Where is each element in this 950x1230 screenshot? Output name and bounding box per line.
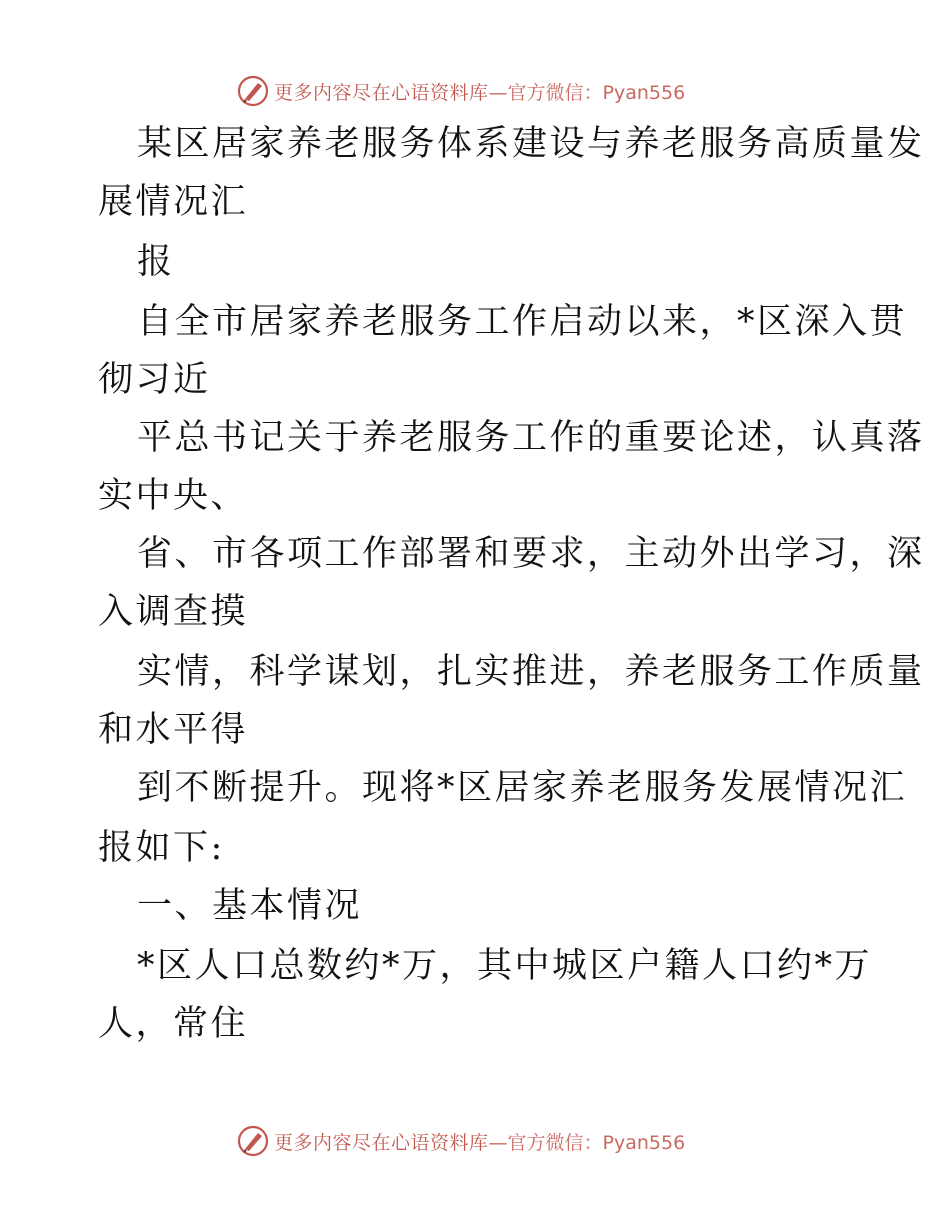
doc-line: 自全市居家养老服务工作启动以来，*区深入贯 xyxy=(137,302,908,342)
section-heading: 一、基本情况 xyxy=(137,886,363,926)
doc-line: 展情况汇 xyxy=(98,182,249,222)
pen-logo-icon xyxy=(236,1124,270,1158)
doc-line: *区人口总数约*万，其中城区户籍人口约*万 xyxy=(137,946,873,986)
header-watermark xyxy=(0,71,950,111)
doc-line: 和水平得 xyxy=(98,710,249,750)
watermark-wechat: —官方微信：Pyan556 xyxy=(488,81,686,104)
doc-line: 报如下: xyxy=(98,828,225,868)
watermark-title: 更多内容尽在心语资料库 xyxy=(274,81,489,104)
doc-line: 平总书记关于养老服务工作的重要论述，认真落 xyxy=(137,418,925,458)
doc-line: 到不断提升。现将*区居家养老服务发展情况汇 xyxy=(137,768,908,808)
doc-line: 报 xyxy=(137,242,175,282)
watermark-title: 更多内容尽在心语资料库 xyxy=(274,1131,489,1154)
doc-line: 人，常住 xyxy=(98,1004,249,1044)
doc-line: 实中央、 xyxy=(98,476,249,516)
watermark-wechat: —官方微信：Pyan556 xyxy=(488,1131,686,1154)
doc-line: 入调查摸 xyxy=(98,592,249,632)
doc-line: 实情，科学谋划，扎实推进，养老服务工作质量 xyxy=(137,652,925,692)
pen-logo-icon xyxy=(236,74,270,108)
doc-line: 省、市各项工作部署和要求，主动外出学习，深 xyxy=(137,534,925,574)
doc-line: 某区居家养老服务体系建设与养老服务高质量发 xyxy=(137,124,925,164)
footer-watermark xyxy=(0,1121,950,1161)
doc-line: 彻习近 xyxy=(98,360,211,400)
